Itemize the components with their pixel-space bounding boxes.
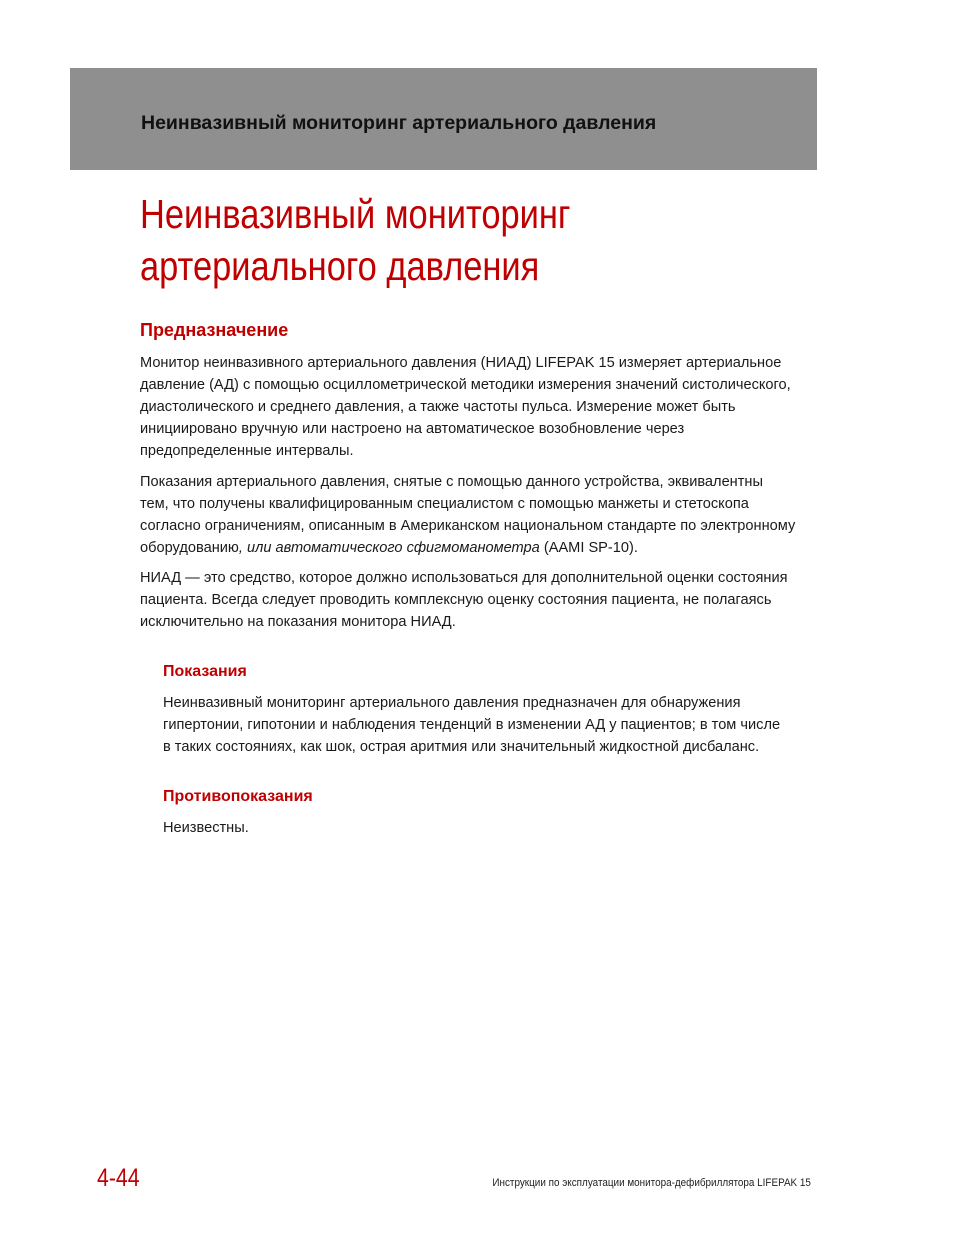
indications-heading: Показания [163, 663, 247, 680]
contraindications-heading: Противопоказания [163, 788, 313, 805]
text-line: Неинвазивный мониторинг артериального давления предназначен для обнаружения [163, 695, 741, 711]
purpose-heading: Предназначение [140, 320, 289, 340]
text-line: исключительно на показания монитора НИАД. [140, 614, 456, 630]
text-line: Монитор неинвазивного артериального давления (НИАД) LIFEPAK 15 измеряет артериальное [140, 355, 782, 371]
text-line: давление (АД) с помощью осциллометрической методики измерения значений систолического, [140, 377, 791, 393]
indications-paragraph [163, 692, 780, 758]
text-line: предопределенные интервалы. [140, 443, 354, 459]
standard-name: , или автоматического сфигмоманометра [238, 540, 540, 556]
text-line: пациента. Всегда следует проводить комплексную оценку состояния пациента, не полагаясь [140, 592, 772, 608]
contraindications-paragraph: Неизвестны. [163, 820, 249, 836]
text-line: в таких состояниях, как шок, острая аритмия или значительный жидкостной дисбаланс. [163, 739, 760, 755]
text-line [140, 537, 795, 559]
text-line: гипертонии, гипотонии и наблюдения тенденций в изменении АД у пациентов; в том числе [163, 717, 781, 733]
page-number: 4-44 [97, 1164, 140, 1192]
page-title-line: артериального давления [140, 243, 540, 289]
text-line: тем, что получены квалифицированным специалистом с помощью манжеты и стетоскопа [140, 496, 749, 512]
text-line: инициировано вручную или настроено на автоматическое возобновление через [140, 421, 685, 437]
text: (AAMI SP-10). [539, 540, 638, 556]
header-band [70, 68, 817, 170]
text-line: НИАД — это средство, которое должно использоваться для дополнительной оценки состояния [140, 570, 788, 586]
text-line: диастолического и среднего давления, а также частоты пульса. Измерение может быть [140, 399, 736, 415]
text-line: Показания артериального давления, снятые с помощью данного устройства, эквивалентны [140, 474, 763, 490]
purpose-paragraph-1 [140, 352, 791, 462]
manual-title: Инструкции по эксплуатации монитора-дефибриллятора LIFEPAK 15 [492, 1177, 811, 1189]
page-title [140, 188, 570, 292]
purpose-paragraph-3 [140, 567, 788, 633]
text: оборудованию [140, 540, 239, 556]
purpose-paragraph-2 [140, 471, 795, 559]
running-title: Неинвазивный мониторинг артериального давления [141, 112, 657, 134]
page-title-line: Неинвазивный мониторинг [140, 191, 571, 237]
text-line: согласно ограничениям, описанным в Американском национальном стандарте по электронному [140, 518, 796, 534]
